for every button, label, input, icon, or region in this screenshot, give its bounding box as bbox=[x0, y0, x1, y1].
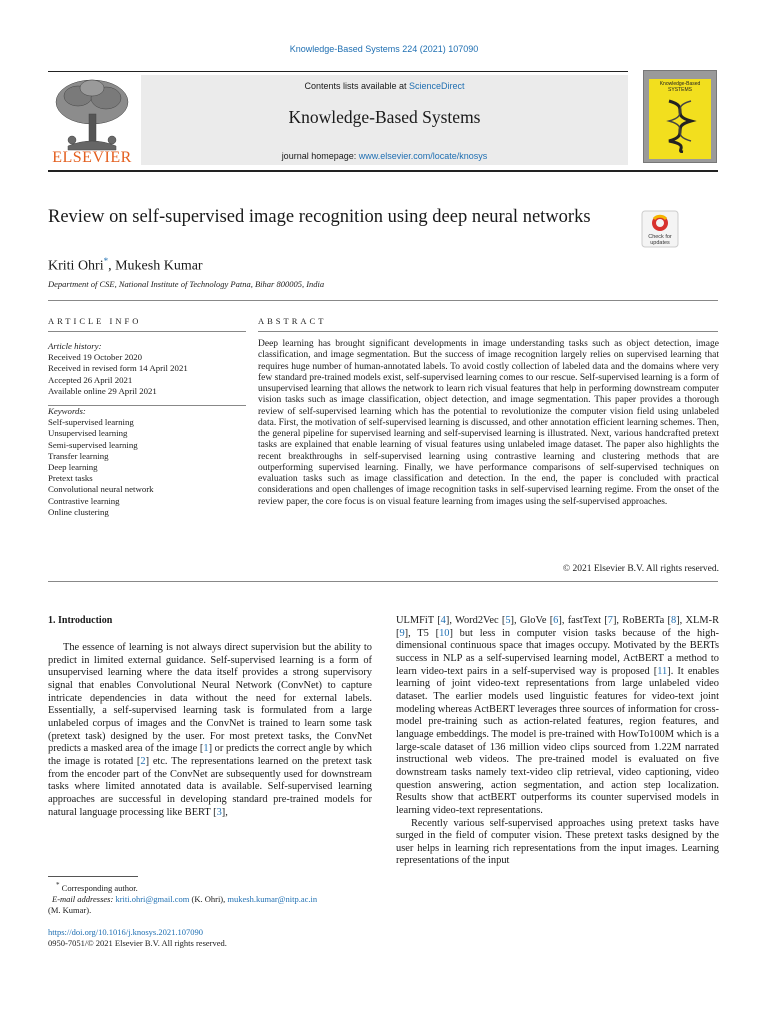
affiliation: Department of CSE, National Institute of Technology Patna, Bihar 800005, India bbox=[48, 279, 325, 289]
citation-link[interactable]: 5 bbox=[505, 615, 511, 626]
divider bbox=[48, 300, 718, 301]
journal-title: Knowledge-Based Systems bbox=[288, 107, 481, 127]
keyword: Semi-supervised learning bbox=[48, 439, 138, 450]
footnote-rule bbox=[48, 876, 138, 877]
citation-link[interactable]: 10 bbox=[439, 627, 450, 639]
text-run: ], GloVe [ bbox=[510, 615, 554, 626]
keyword: Unsupervised learning bbox=[48, 428, 128, 439]
keyword: Self-supervised learning bbox=[48, 417, 134, 428]
citation-link[interactable]: 7 bbox=[607, 615, 613, 626]
history-item: Accepted 26 April 2021 bbox=[48, 374, 133, 385]
homepage-line bbox=[141, 151, 628, 161]
email-link[interactable]: mukesh.kumar@nitp.ac.in bbox=[227, 893, 318, 904]
author-line bbox=[48, 256, 203, 275]
cover-art-icon bbox=[663, 97, 697, 153]
citation-link[interactable]: 6 bbox=[553, 615, 559, 626]
sciencedirect-link[interactable]: ScienceDirect bbox=[409, 81, 465, 91]
corresponding-author-mark[interactable]: * bbox=[103, 256, 109, 266]
citation-link[interactable]: 8 bbox=[670, 615, 677, 626]
keywords-label: Keywords: bbox=[48, 406, 86, 416]
history-label: Article history: bbox=[48, 341, 102, 351]
text-run: ], Word2Vec [ bbox=[445, 615, 506, 626]
keywords-list bbox=[48, 406, 246, 518]
abstract-text: Deep learning has brought significant developments in image understanding tasks such as object detection, image classification, and image segmentation. But the success of image recognition largely relies on supervised learning that requires huge number of human-annotated labels. To avoid costly collection of labeled data and the domains where very few standard pre-trained models exist, self-supervised learning comes to our rescue. Self-supervised learning is a form of unsupervised learning that allows the network to learn rich visual features that help in performing downstream computer vision tasks such as image classification, object detection, and image segmentation. This paper provides a thorough review of self-supervised learning which has the potential to revolutionize the computer vision field using unlabeled data. First, the motivation of self-supervised learning is discussed, and other annotation efficient learning schemes. Then, the general pipeline for supervised learning and self-supervised learning is illustrated. Next, various handcrafted pretext tasks are explained that enable learning of visual features using unlabeled image dataset. The paper also highlights the recent breakthroughs in self-supervised learning using contrastive learning and clustering methods that are outperforming supervised learning. Finally, we have performance comparisons of self-supervised techniques on evaluation tasks such as image classification and detection. In the end, the paper is concluded with practical considerations and open challenges of image recognition tasks in self-supervised learning regime. From the onset of the review paper, the core focus is on visual feature learning from images using the self-supervised approaches. bbox=[258, 339, 719, 507]
email-link[interactable]: kriti.ohri@gmail.com bbox=[115, 893, 190, 904]
text-run: ]. It enables learning of joint video-text representations from large unlabeled video dataset. The earlier models used linguistic features for video-text joint modeling whereas ActBERT leverages three sources of information for cross-model pre-training such as action-related features, region features, and language embeddings. The model is pre-trained with HowTo100M which is a large-scale dataset of 136 million video clips sourced from 1.22M narrated instructional web videos. The pre-trained model is evaluated on five downstream tasks namely text-video clip retrieval, video captioning, video question answering, action segmentation, and action step localization. Results show that actBERT outperforms its counter supervised models in learning video-text representations. bbox=[396, 665, 719, 816]
header-rule bbox=[48, 71, 628, 72]
journal-reference-link[interactable]: Knowledge-Based Systems 224 (2021) 107090 bbox=[289, 44, 479, 54]
divider bbox=[48, 331, 246, 332]
check-for-updates-label[interactable]: Check for updates bbox=[648, 234, 672, 246]
text-run: ULMFiT [ bbox=[396, 615, 441, 626]
text-run: ] or predicts the correct angle by which the image is rotated [ bbox=[48, 743, 373, 767]
article-history bbox=[48, 341, 246, 397]
keyword: Pretext tasks bbox=[48, 473, 93, 484]
doi-link[interactable]: https://doi.org/10.1016/j.knosys.2021.107090 bbox=[48, 927, 203, 937]
abstract-heading: ABSTRACT bbox=[258, 316, 327, 326]
article-info-heading: ARTICLE INFO bbox=[48, 316, 142, 326]
keyword: Online clustering bbox=[48, 506, 109, 517]
history-item: Received in revised form 14 April 2021 bbox=[48, 363, 188, 374]
text-run: ], RoBERTa [ bbox=[612, 615, 671, 626]
citation-link[interactable]: 3 bbox=[216, 806, 222, 818]
journal-cover-image bbox=[643, 70, 717, 163]
body-column-right bbox=[396, 615, 719, 868]
citation-link[interactable]: 2 bbox=[140, 755, 146, 767]
copyright-notice: © 2021 Elsevier B.V. All rights reserved. bbox=[562, 564, 719, 574]
keyword: Deep learning bbox=[48, 462, 98, 473]
paragraph bbox=[48, 642, 372, 819]
contents-prefix: Contents lists available at bbox=[304, 81, 410, 91]
citation-link[interactable]: 11 bbox=[657, 665, 668, 677]
email-owner: (M. Kumar). bbox=[48, 904, 92, 915]
text-run: ], bbox=[221, 806, 228, 818]
contents-line bbox=[141, 81, 628, 91]
divider bbox=[258, 331, 718, 332]
paragraph: Recently various self-supervised approaches using pretext tasks have surged in the field of computer vision. These pretext tasks designed by the user helps in learning rich representations from the input images. Learning representations of the input bbox=[396, 817, 719, 867]
text-run: The essence of learning is not always direct supervision but the ability to predict in limited external guidance. Self-supervised learning is a form of unsupervised learning where the data itself provides a strong supervisory signal that enables Convolutional Neural Network (ConvNet) to capture intricate dependencies in data without the need for external labels. Essentially, a self-supervised learning task is formulated from a large unlabeled corpus of images and the ConvNet is trained to learn some task (pretext task) designed by the user. For most pretext tasks, the ConvNet predicts a masked area of the image [ bbox=[48, 642, 372, 755]
journal-cover-panel bbox=[649, 79, 711, 159]
footnote-text: Corresponding author. bbox=[61, 882, 138, 893]
section-heading-introduction: 1. Introduction bbox=[48, 615, 113, 626]
author-name: Kriti Ohri bbox=[48, 258, 104, 274]
author-name: Mukesh Kumar bbox=[115, 258, 203, 274]
homepage-prefix: journal homepage: bbox=[281, 151, 359, 161]
elsevier-wordmark: ELSEVIER bbox=[52, 149, 132, 166]
keyword: Transfer learning bbox=[48, 450, 109, 461]
footnote-corresponding bbox=[48, 880, 372, 894]
journal-header-box bbox=[141, 75, 628, 165]
citation-link[interactable]: 1 bbox=[203, 743, 209, 755]
header-thick-rule bbox=[48, 170, 718, 172]
footnote bbox=[48, 880, 372, 916]
email-owner: (K. Ohri), bbox=[189, 893, 228, 904]
keyword: Convolutional neural network bbox=[48, 484, 154, 495]
citation-link[interactable]: 9 bbox=[399, 627, 405, 639]
body-column-left bbox=[48, 642, 372, 819]
divider bbox=[48, 581, 718, 582]
doi-block bbox=[48, 927, 372, 949]
text-run: ] etc. The representations learned on the pretext task from the encoder part of the ConvNet are subsequently used for downstream tasks where limited annotated data is available. Self-supervised learning approaches are successful in developing standard pre-trained models for natural language processing like BERT [ bbox=[48, 755, 372, 818]
history-item: Available online 29 April 2021 bbox=[48, 385, 157, 396]
author-separator: , bbox=[108, 258, 116, 274]
keyword: Contrastive learning bbox=[48, 495, 120, 506]
history-item: Received 19 October 2020 bbox=[48, 352, 143, 363]
text-run: ], fastText [ bbox=[558, 615, 608, 626]
paper-title: Review on self-supervised image recognition using deep neural networks bbox=[48, 207, 591, 227]
cover-title: Knowledge-Based SYSTEMS bbox=[659, 81, 701, 93]
issn-line: 0950-7051/© 2021 Elsevier B.V. All rights reserved. bbox=[48, 938, 227, 948]
journal-homepage-link[interactable]: www.elsevier.com/locate/knosys bbox=[358, 151, 488, 161]
citation-link[interactable]: 4 bbox=[440, 615, 446, 626]
footnote-mark: * bbox=[56, 881, 60, 889]
footnote-emails bbox=[48, 894, 372, 905]
text-run: ] but less in computer vision tasks because of the high-dimensional continuous space that images occupy. Motivated by the BERTs success in NLP as a self-supervised learning model, ActBERT a method to learn video-text pairs in a self-supervised way is proposed [ bbox=[396, 627, 719, 677]
text-run: ], XLM-R [ bbox=[396, 615, 720, 639]
text-run: ], T5 [ bbox=[404, 627, 440, 639]
email-label: E-mail addresses: bbox=[52, 893, 114, 904]
paragraph bbox=[396, 615, 719, 818]
